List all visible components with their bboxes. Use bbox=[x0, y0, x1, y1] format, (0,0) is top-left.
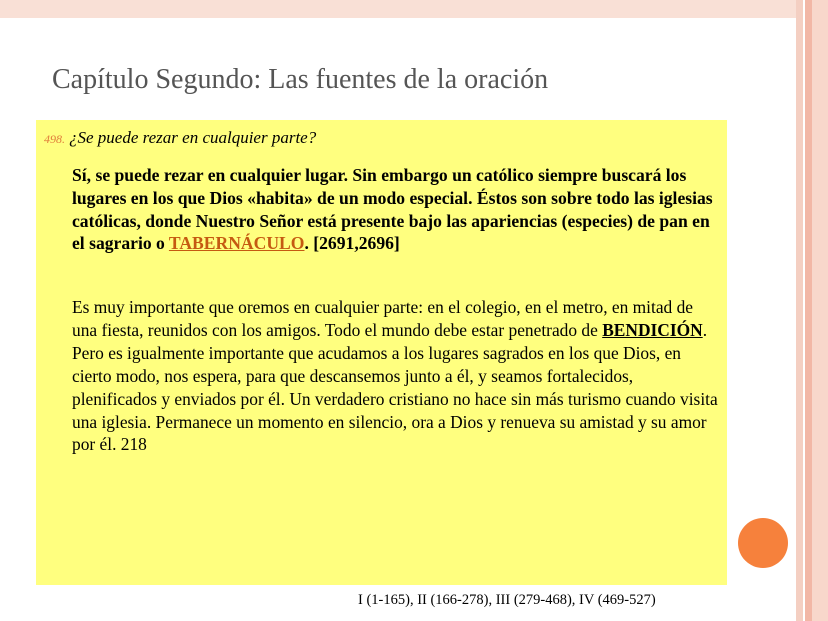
answer-text bbox=[72, 164, 722, 255]
question bbox=[44, 128, 316, 148]
answer-text-body: Sí, se puede rezar en cualquier lugar. Sin embargo un católico siempre buscará los lugares en los que Dios «habita» de un modo especial. Éstos son sobre todo las iglesias católicas, donde Nuestro Señor está presente bajo las apariencias (especies) de pan en el sagrario o bbox=[72, 165, 713, 254]
question-text: ¿Se puede rezar en cualquier parte? bbox=[69, 128, 317, 147]
commentary-text-body: Es muy importante que oremos en cualquier parte: en el colegio, en el metro, en mitad de una fiesta, reunidos con los amigos. Todo el mundo debe estar penetrado de bbox=[72, 297, 694, 340]
tabernaculo-link[interactable]: TABERNÁCULO bbox=[168, 233, 305, 254]
right-border-stripe bbox=[804, 0, 812, 621]
right-border-divider bbox=[803, 0, 805, 621]
right-border-stripe bbox=[812, 0, 828, 621]
commentary-text bbox=[72, 296, 722, 456]
question-number: 498. bbox=[44, 132, 65, 146]
decorative-circle bbox=[738, 518, 788, 568]
top-border-band bbox=[0, 0, 796, 18]
footer-ranges: I (1-165), II (166-278), III (279-468), IV (469-527) bbox=[358, 592, 656, 608]
answer-reference: . [2691,2696] bbox=[304, 233, 400, 254]
slide-title: Capítulo Segundo: Las fuentes de la oración bbox=[52, 64, 549, 95]
bendicion-link[interactable]: BENDICIÓN bbox=[602, 319, 703, 340]
commentary-reference: 218 bbox=[120, 434, 147, 455]
content-panel bbox=[36, 120, 727, 585]
commentary-text-continued: . Pero es igualmente importante que acudamos a los lugares sagrados en los que Dios, en cierto modo, nos espera, para que descansemos junto a él, y seamos fortalecidos, plenificados y enviados por él. Un verdadero cristiano no hace sin más turismo cuando visita una iglesia. Permanece un momento en silencio, ora a Dios y renueva su amistad y su amor por él. bbox=[72, 319, 718, 455]
